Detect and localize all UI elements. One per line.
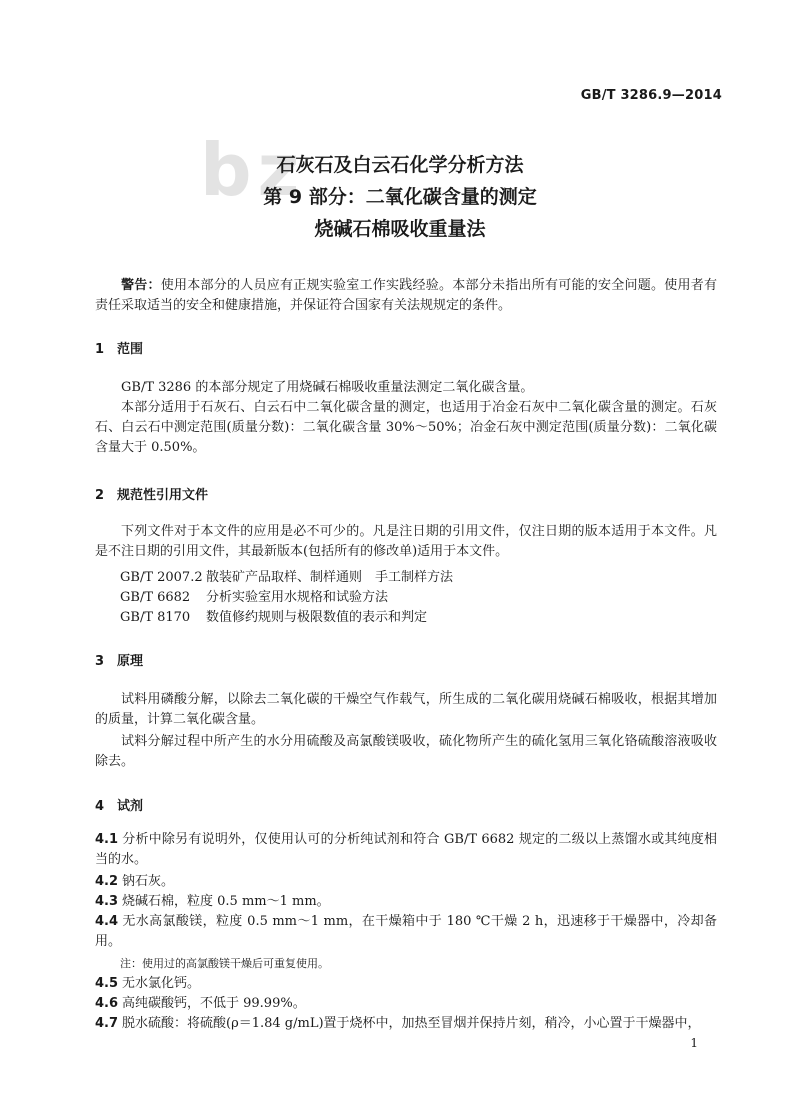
- watermark-logo: bz: [200, 128, 306, 212]
- item-number: 4.1: [95, 832, 119, 847]
- reagent-item: [95, 912, 717, 952]
- warning-paragraph: [95, 276, 717, 316]
- title-line-3: 烧碱石棉吸收重量法: [314, 218, 486, 240]
- section-3-paragraph-1: 试料用磷酸分解，以除去二氧化碳的干燥空气作载气，所生成的二氧化碳用烧碱石棉吸收，根据其增加的质量，计算二氧化碳含量。: [95, 692, 717, 727]
- reagent-item: [95, 892, 717, 912]
- reference-title: 分析实验室用水规格和试验方法: [206, 590, 389, 605]
- item-text: 无水氯化钙。: [122, 976, 201, 991]
- reference-code: GB/T 2007.2: [120, 570, 203, 585]
- item-number: 4.2: [95, 874, 119, 889]
- item-text: 无水高氯酸镁，粒度 0.5 mm～1 mm，在干燥箱中于 180 ℃干燥 2 h，迅速移于干燥器中，冷却备用。: [95, 914, 717, 949]
- note-text: 注：使用过的高氯酸镁干燥后可重复使用。: [120, 957, 329, 970]
- item-number: 4.4: [95, 914, 119, 929]
- reference-title: 数值修约规则与极限数值的表示和判定: [206, 610, 428, 625]
- section-3-paragraph-2: 试料分解过程中所产生的水分用硫酸及高氯酸镁吸收，硫化物所产生的硫化氢用三氧化铬硫酸溶液吸收除去。: [95, 734, 717, 769]
- item-text: 烧碱石棉，粒度 0.5 mm～1 mm。: [122, 894, 330, 909]
- section-1-paragraph-1: GB/T 3286 的本部分规定了用烧碱石棉吸收重量法测定二氧化碳含量。: [121, 380, 534, 395]
- warning-label: 警告：: [121, 278, 161, 293]
- reagent-item: [95, 994, 717, 1014]
- item-text: 钠石灰。: [122, 874, 175, 889]
- item-number: 4.3: [95, 894, 119, 909]
- section-2-heading: [95, 484, 208, 503]
- reference-code: GB/T 6682: [120, 590, 191, 605]
- item-text: 分析中除另有说明外，仅使用认可的分析纯试剂和符合 GB/T 6682 规定的二级以上蒸馏水或其纯度相当的水。: [95, 832, 717, 867]
- item-number: 4.5: [95, 976, 119, 991]
- section-3-heading: [95, 650, 143, 669]
- section-number: 1: [95, 342, 105, 357]
- section-4-heading: [95, 795, 143, 814]
- section-number: 3: [95, 654, 105, 669]
- reagent-item: [95, 830, 717, 870]
- section-number: 4: [95, 799, 105, 814]
- title-line-1: 石灰石及白云石化学分析方法: [276, 154, 524, 176]
- reagent-item: [95, 872, 717, 892]
- reference-item: [120, 586, 388, 605]
- reagent-item: [95, 1014, 717, 1034]
- item-text: 脱水硫酸：将硫酸(ρ＝1.84 g/mL)置于烧杯中，加热至冒烟并保持片刻，稍冷，小心置于干燥器中，: [122, 1016, 701, 1031]
- item-number: 4.6: [95, 996, 119, 1011]
- section-title: 范围: [117, 342, 144, 357]
- section-title: 规范性引用文件: [117, 488, 209, 503]
- reference-item: [120, 606, 427, 625]
- section-title: 试剂: [117, 799, 144, 814]
- section-1-paragraph-2: 本部分适用于石灰石、白云石中二氧化碳含量的测定，也适用于冶金石灰中二氧化碳含量的测定。石灰石、白云石中测定范围(质量分数)：二氧化碳含量 30%～50%；冶金石灰中测定范围(质量分数)：二氧化碳含量大于 0.50%。: [95, 400, 717, 455]
- reference-title: 散装矿产品取样、制样通则 手工制样方法: [206, 570, 454, 585]
- reference-code: GB/T 8170: [120, 610, 191, 625]
- warning-text: 使用本部分的人员应有正规实验室工作实践经验。本部分未指出所有可能的安全问题。使用者有责任采取适当的安全和健康措施，并保证符合国家有关法规规定的条件。: [95, 278, 717, 313]
- item-number: 4.7: [95, 1016, 119, 1031]
- standard-number: GB/T 3286.9—2014: [580, 88, 722, 103]
- section-title: 原理: [117, 654, 144, 669]
- reference-item: [120, 566, 453, 585]
- title-line-2: 第 9 部分：二氧化碳含量的测定: [263, 186, 537, 208]
- section-number: 2: [95, 488, 105, 503]
- reagent-item: [95, 974, 717, 994]
- section-1-heading: [95, 338, 143, 357]
- page-number: 1: [690, 1036, 698, 1050]
- item-text: 高纯碳酸钙，不低于 99.99%。: [122, 996, 306, 1011]
- section-2-paragraph-1: 下列文件对于本文件的应用是必不可少的。凡是注日期的引用文件，仅注日期的版本适用于本文件。凡是不注日期的引用文件，其最新版本(包括所有的修改单)适用于本文件。: [95, 524, 717, 559]
